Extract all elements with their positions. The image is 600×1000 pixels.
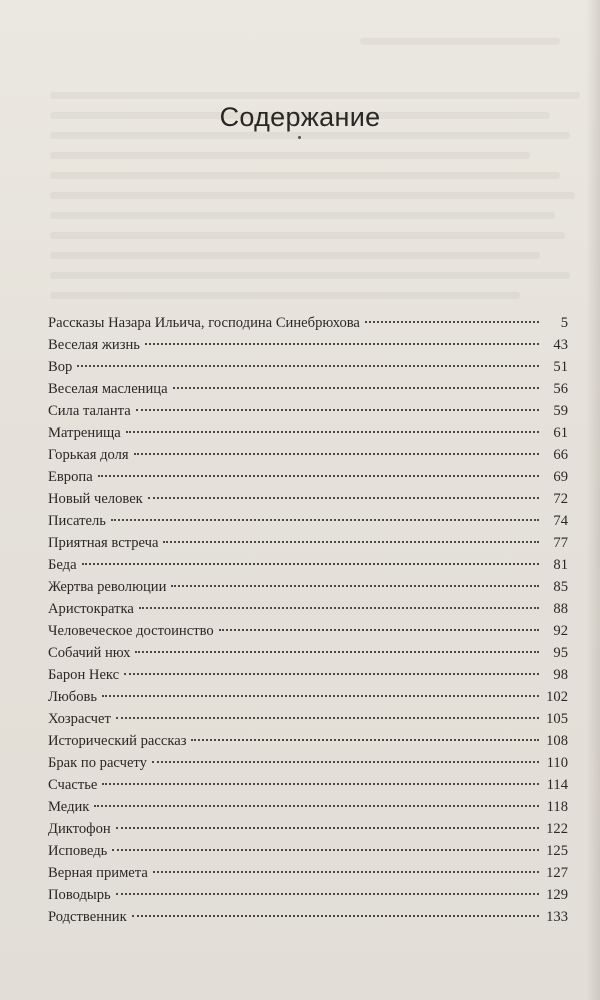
toc-entry-title[interactable]: Любовь [48, 689, 98, 705]
dot-leader [136, 409, 539, 411]
toc-entry-page-number: 77 [553, 535, 568, 551]
dot-leader [82, 563, 539, 565]
toc-entry[interactable] [48, 906, 568, 928]
toc-entry-page-number: 72 [553, 491, 568, 507]
toc-entry[interactable] [48, 642, 568, 664]
bleed-through-line [50, 292, 520, 299]
toc-entry-title[interactable]: Медик [48, 799, 90, 815]
toc-entry-page-number: 56 [553, 381, 568, 397]
dot-leader [152, 761, 539, 763]
dot-leader [139, 607, 539, 609]
dot-leader [102, 783, 539, 785]
toc-entry-page-number: 102 [546, 689, 568, 705]
dot-leader [98, 475, 539, 477]
toc-entry-page-number: 5 [560, 315, 568, 331]
toc-entry-title[interactable]: Вор [48, 359, 73, 375]
toc-entry[interactable] [48, 598, 568, 620]
ink-speck [298, 136, 301, 139]
dot-leader [77, 365, 539, 367]
dot-leader [173, 387, 539, 389]
toc-entry-page-number: 105 [546, 711, 568, 727]
toc-entry[interactable] [48, 576, 568, 598]
toc-entry[interactable] [48, 620, 568, 642]
dot-leader [116, 893, 539, 895]
toc-entry-page-number: 43 [553, 337, 568, 353]
dot-leader [102, 695, 539, 697]
bleed-through-line [50, 192, 575, 199]
dot-leader [134, 453, 539, 455]
toc-entry-page-number: 114 [546, 777, 568, 793]
toc-entry-title[interactable]: Рассказы Назара Ильича, господина Синебрюхова [48, 315, 360, 331]
page-title: Содержание [219, 102, 381, 133]
toc-entry[interactable] [48, 840, 568, 862]
toc-entry-page-number: 74 [553, 513, 568, 529]
toc-entry-title[interactable]: Беда [48, 557, 77, 573]
toc-entry[interactable] [48, 818, 568, 840]
toc-entry[interactable] [48, 664, 568, 686]
dot-leader [219, 629, 539, 631]
toc-entry-title[interactable]: Собачий нюх [48, 645, 131, 661]
toc-entry[interactable] [48, 378, 568, 400]
bleed-through-line [50, 212, 555, 219]
bleed-through-line [360, 38, 560, 45]
toc-entry-title[interactable]: Веселая масленица [48, 381, 168, 397]
toc-entry[interactable] [48, 356, 568, 378]
toc-entry-page-number: 110 [546, 755, 568, 771]
toc-entry-title[interactable]: Аристократка [48, 601, 134, 617]
toc-entry-page-number: 122 [546, 821, 568, 837]
dot-leader [135, 651, 539, 653]
bleed-through-line [50, 272, 570, 279]
toc-entry[interactable] [48, 730, 568, 752]
dot-leader [111, 519, 539, 521]
toc-entry[interactable] [48, 532, 568, 554]
dot-leader [148, 497, 539, 499]
dot-leader [116, 717, 539, 719]
toc-entry[interactable] [48, 796, 568, 818]
toc-entry-title[interactable]: Исповедь [48, 843, 108, 859]
toc-entry-page-number: 51 [553, 359, 568, 375]
toc-entry-page-number: 69 [553, 469, 568, 485]
toc-entry-page-number: 92 [553, 623, 568, 639]
bleed-through-line [50, 172, 560, 179]
toc-entry-title[interactable]: Писатель [48, 513, 106, 529]
toc-entry-title[interactable]: Поводырь [48, 887, 111, 903]
dot-leader [116, 827, 539, 829]
toc-entry-page-number: 108 [546, 733, 568, 749]
table-of-contents [48, 312, 568, 928]
toc-entry[interactable] [48, 554, 568, 576]
toc-entry-page-number: 59 [553, 403, 568, 419]
toc-entry[interactable] [48, 884, 568, 906]
toc-entry-title[interactable]: Хозрасчет [48, 711, 111, 727]
dot-leader [124, 673, 539, 675]
bleed-through-line [50, 232, 565, 239]
dot-leader [112, 849, 539, 851]
toc-entry-page-number: 81 [553, 557, 568, 573]
dot-leader [191, 739, 539, 741]
dot-leader [365, 321, 539, 323]
dot-leader [153, 871, 539, 873]
toc-entry-page-number: 125 [546, 843, 568, 859]
toc-entry[interactable] [48, 686, 568, 708]
toc-entry-title[interactable]: Брак по расчету [48, 755, 147, 771]
bleed-through-line [50, 252, 540, 259]
toc-entry[interactable] [48, 708, 568, 730]
toc-entry-title[interactable]: Сила таланта [48, 403, 131, 419]
bleed-through-line [50, 152, 530, 159]
toc-entry-page-number: 85 [553, 579, 568, 595]
toc-entry-title[interactable]: Верная примета [48, 865, 148, 881]
toc-entry-title[interactable]: Диктофон [48, 821, 111, 837]
dot-leader [94, 805, 539, 807]
toc-entry[interactable] [48, 422, 568, 444]
toc-entry-title[interactable]: Жертва революции [48, 579, 167, 595]
toc-entry-title[interactable]: Барон Некс [48, 667, 120, 683]
toc-entry-title[interactable]: Счастье [48, 777, 98, 793]
toc-entry[interactable] [48, 444, 568, 466]
toc-entry-page-number: 88 [553, 601, 568, 617]
toc-entry-page-number: 118 [546, 799, 568, 815]
toc-entry[interactable] [48, 774, 568, 796]
toc-entry[interactable] [48, 334, 568, 356]
bleed-through-line [50, 92, 580, 99]
toc-entry[interactable] [48, 488, 568, 510]
toc-entry[interactable] [48, 862, 568, 884]
dot-leader [163, 541, 539, 543]
toc-entry-page-number: 66 [553, 447, 568, 463]
page-edge-shadow [586, 0, 600, 1000]
dot-leader [171, 585, 539, 587]
toc-entry[interactable] [48, 312, 568, 334]
dot-leader [126, 431, 539, 433]
toc-entry-title[interactable]: Европа [48, 469, 93, 485]
toc-entry-page-number: 98 [553, 667, 568, 683]
toc-entry-title[interactable]: Исторический рассказ [48, 733, 187, 749]
toc-entry-title[interactable]: Человеческое достоинство [48, 623, 214, 639]
toc-entry-title[interactable]: Горькая доля [48, 447, 129, 463]
toc-entry-title[interactable]: Новый человек [48, 491, 143, 507]
toc-entry-title[interactable]: Матренища [48, 425, 121, 441]
toc-entry-page-number: 61 [553, 425, 568, 441]
dot-leader [132, 915, 539, 917]
toc-entry-page-number: 95 [553, 645, 568, 661]
toc-entry-title[interactable]: Приятная встреча [48, 535, 159, 551]
toc-entry-title[interactable]: Родственник [48, 909, 127, 925]
toc-entry-page-number: 133 [546, 909, 568, 925]
toc-entry-page-number: 127 [546, 865, 568, 881]
toc-entry[interactable] [48, 466, 568, 488]
toc-entry-page-number: 129 [546, 887, 568, 903]
dot-leader [145, 343, 539, 345]
toc-entry[interactable] [48, 510, 568, 532]
toc-entry-title[interactable]: Веселая жизнь [48, 337, 140, 353]
toc-entry[interactable] [48, 752, 568, 774]
toc-entry[interactable] [48, 400, 568, 422]
